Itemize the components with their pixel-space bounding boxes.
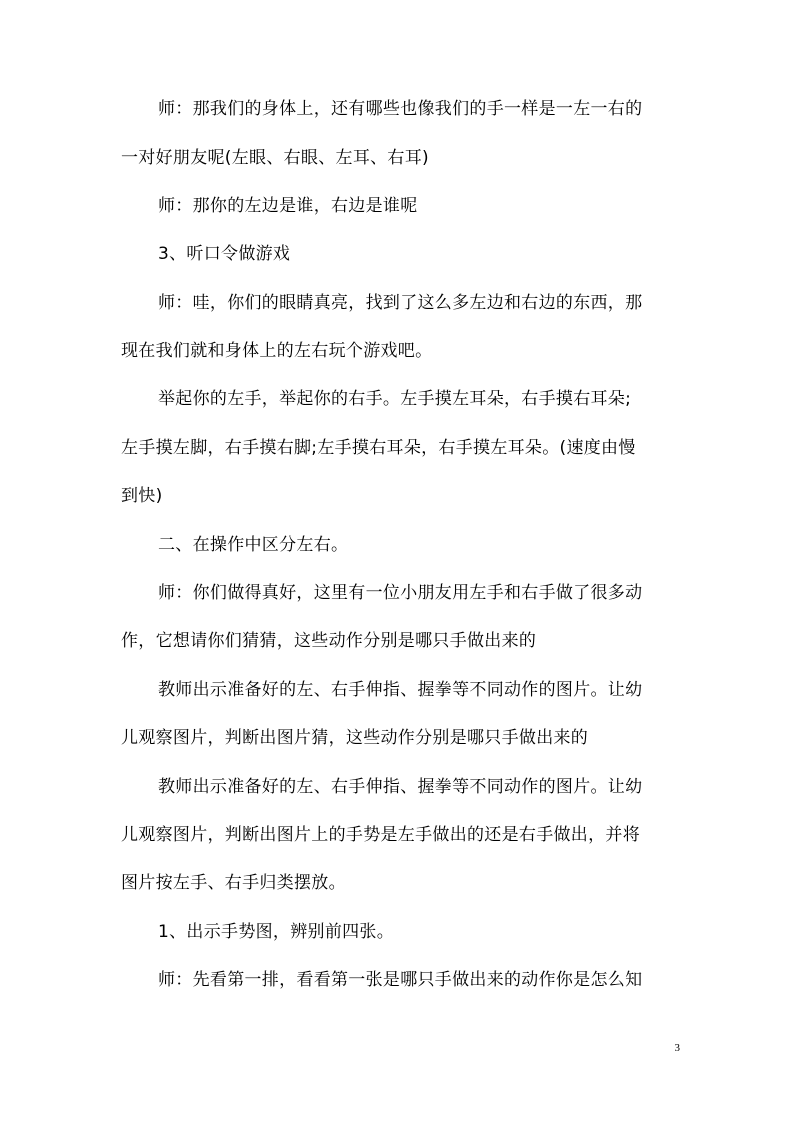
text-line-7: 举起你的左手，举起你的右手。左手摸左耳朵，右手摸右耳朵;: [158, 389, 632, 409]
text-line-11: 师：你们做得真好，这里有一位小朋友用左手和右手做了很多动: [158, 583, 643, 603]
page-number: 3: [674, 1042, 680, 1054]
text-line-13: 教师出示准备好的左、右手伸指、握拳等不同动作的图片。让幼: [158, 680, 643, 700]
text-line-10: 二、在操作中区分左右。: [158, 535, 349, 555]
text-line-18: 1、出示手势图，辨别前四张。: [158, 922, 395, 942]
text-line-17: 图片按左手、右手归类摆放。: [121, 873, 346, 893]
text-line-9: 到快): [121, 486, 163, 506]
text-line-2: 一对好朋友呢(左眼、右眼、左耳、右耳): [121, 148, 429, 168]
text-line-16: 儿观察图片，判断出图片上的手势是左手做出的还是右手做出，并将: [121, 825, 640, 845]
text-line-19: 师：先看第一排，看看第一张是哪只手做出来的动作你是怎么知: [158, 970, 643, 990]
text-line-12: 作，它想请你们猜猜，这些动作分别是哪只手做出来的: [121, 631, 537, 651]
text-line-5: 师：哇，你们的眼睛真亮，找到了这么多左边和右边的东西，那: [158, 293, 643, 313]
text-line-6: 现在我们就和身体上的左右玩个游戏吧。: [121, 341, 433, 361]
text-line-1: 师：那我们的身体上，还有哪些也像我们的手一样是一左一右的: [158, 99, 643, 119]
text-line-8: 左手摸左脚，右手摸右脚;左手摸右耳朵，右手摸左耳朵。(速度由慢: [121, 438, 636, 458]
text-line-3: 师：那你的左边是谁，右边是谁呢: [158, 196, 418, 216]
text-line-14: 儿观察图片，判断出图片猜，这些动作分别是哪只手做出来的: [121, 728, 589, 748]
text-line-4: 3、听口令做游戏: [158, 244, 291, 264]
text-line-15: 教师出示准备好的左、右手伸指、握拳等不同动作的图片。让幼: [158, 777, 643, 797]
